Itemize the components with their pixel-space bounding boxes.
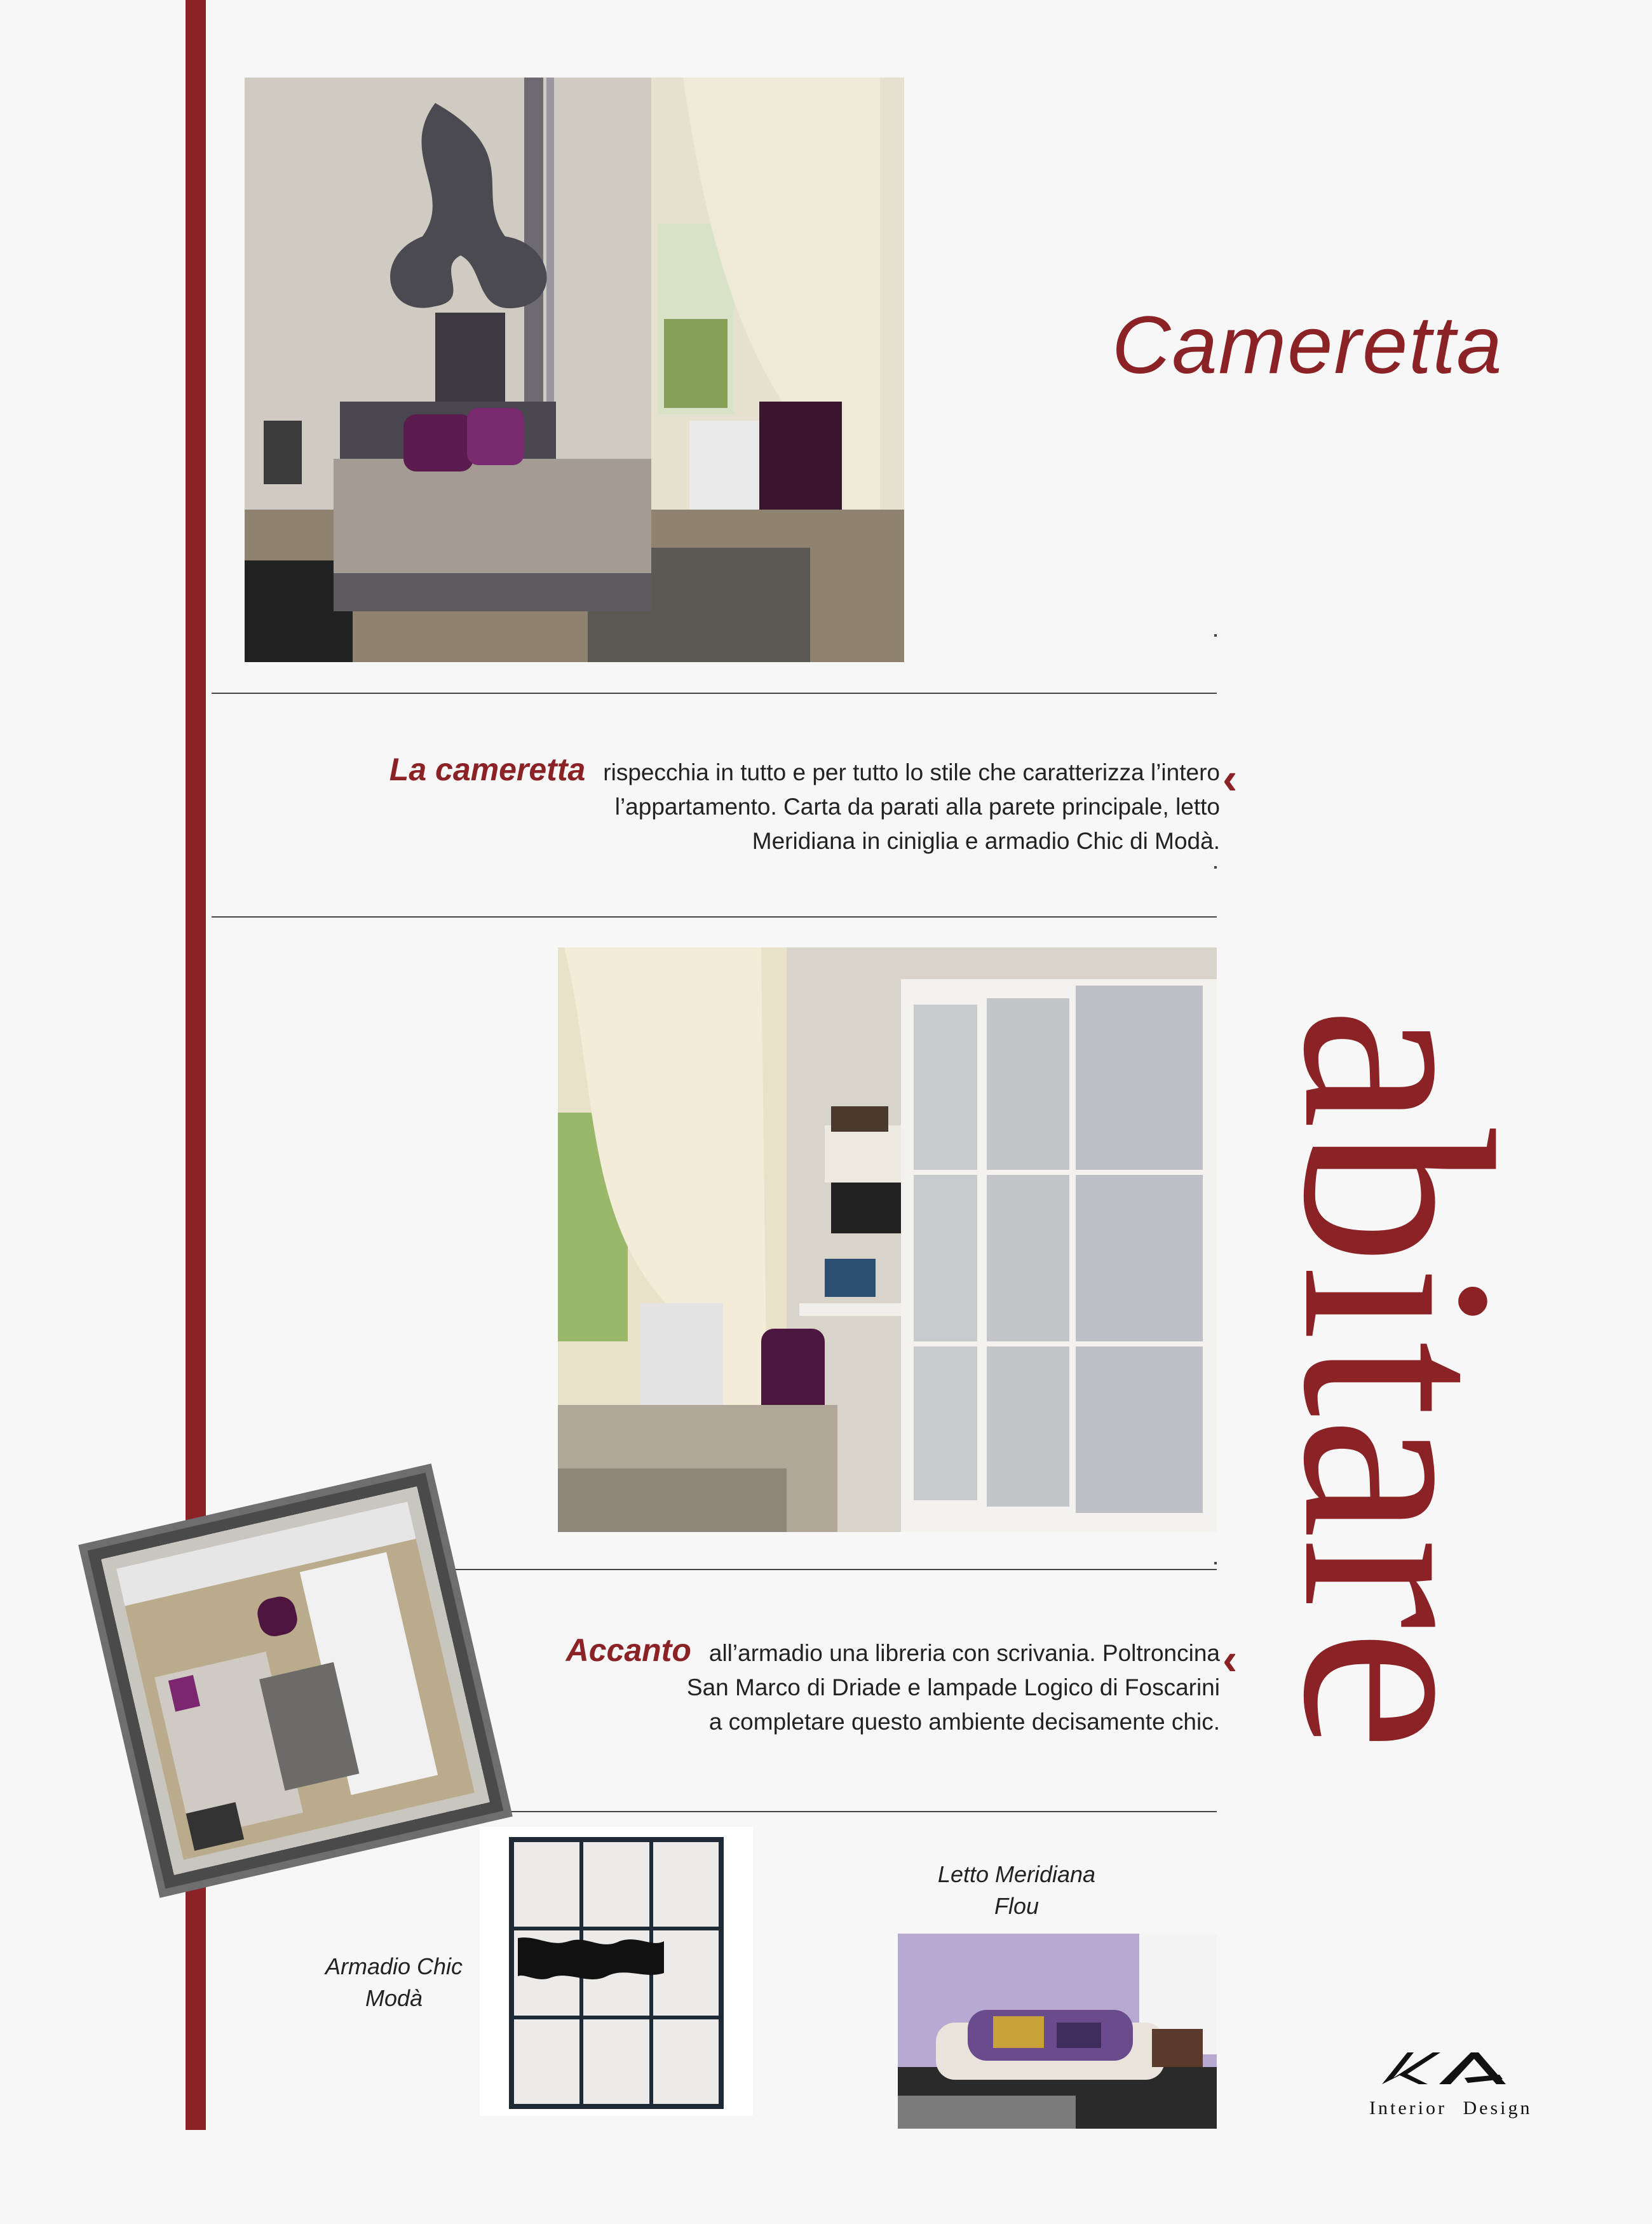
bed-product-image <box>898 1934 1217 2129</box>
wardrobe-caption-line-1: Armadio Chic <box>325 1953 463 1979</box>
details-lead: Accanto <box>565 1632 691 1668</box>
wardrobe-caption-line-2: Modà <box>365 1985 423 2011</box>
bed-caption-line-2: Flou <box>994 1893 1039 1919</box>
logo-text-design: Design <box>1463 2098 1533 2119</box>
details-paragraph <box>483 1633 1220 1739</box>
details-line-3: a completare questo ambiente decisamente chic. <box>708 1709 1220 1735</box>
wardrobe-caption <box>299 1951 489 2014</box>
side-title-text: abitare <box>1247 1007 1549 1751</box>
side-title <box>1247 813 1549 1944</box>
wardrobe-product-image <box>480 1827 753 2116</box>
marker-dot <box>1214 866 1217 869</box>
bed-caption-line-1: Letto Meridiana <box>937 1861 1096 1887</box>
floor-plan <box>101 1486 490 1875</box>
details-line-2: San Marco di Driade e lampade Logico di Foscarini <box>686 1674 1220 1700</box>
chevron-left-icon: ‹ <box>1222 1634 1238 1684</box>
page-title: Cameretta <box>1112 300 1503 391</box>
brand-logo <box>1369 2046 1534 2122</box>
bed-caption <box>902 1859 1131 1922</box>
divider <box>380 1569 1217 1570</box>
logo-text-interior: Interior <box>1369 2098 1447 2119</box>
intro-line-1: rispecchia in tutto e per tutto lo stile che caratterizza l’intero <box>603 759 1220 785</box>
divider <box>212 693 1217 694</box>
wardrobe-photo <box>558 947 1217 1532</box>
intro-lead: La cameretta <box>389 752 586 787</box>
intro-line-2: l’appartamento. Carta da parati alla parete principale, letto <box>614 794 1220 820</box>
divider <box>212 916 1217 918</box>
divider <box>380 1811 1217 1812</box>
intro-paragraph <box>267 752 1220 858</box>
marker-dot <box>1214 634 1217 637</box>
details-line-1: all’armadio una libreria con scrivania. Poltroncina <box>708 1640 1220 1666</box>
intro-line-3: Meridiana in ciniglia e armadio Chic di Modà. <box>752 828 1220 854</box>
chevron-left-icon: ‹ <box>1222 754 1238 803</box>
bedroom-photo <box>245 78 904 662</box>
marker-dot <box>1214 1562 1217 1564</box>
logo-mark-icon <box>1369 2046 1528 2091</box>
